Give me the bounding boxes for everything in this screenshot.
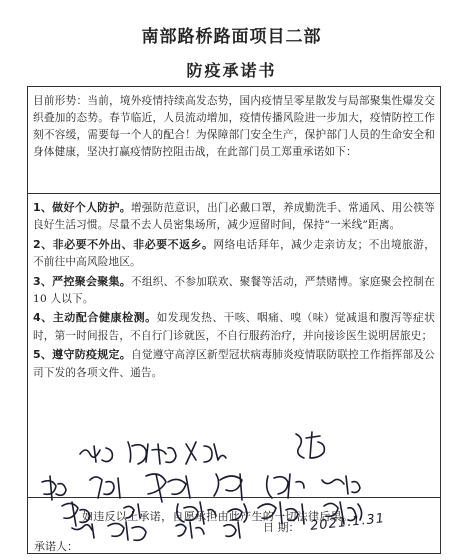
closing-statement: 如违反以上承诺，自愿承担由此产生的一切法律后果。: [82, 510, 354, 523]
pledge-item-body: 网络电话拜年，减少走亲访友；不出境旅游，不前往中高风险地区。: [33, 238, 435, 269]
pledge-item: [33, 273, 435, 309]
pledge-item: [33, 236, 435, 272]
handwritten-signatures: [28, 424, 442, 554]
pledge-item: [33, 346, 435, 382]
pledge-item-head: 2、非必要不外出、非必要不返乡。: [33, 237, 214, 251]
signature-scribbles: [28, 424, 442, 554]
pledge-item-body: 增强防范意识，出门必戴口罩，养成勤洗手、常通风、用公筷等良好生活习惯。尽量不去人员密集场所，减少逗留时间，保持“一米线”距离。: [33, 202, 435, 232]
pledge-items: [33, 199, 435, 383]
pledge-item-body: 不组织、不参加联欢、聚餐等活动，严禁赌博。家庭聚会控制在 10 人以下。: [33, 275, 435, 306]
pledge-item-body: 如发现发热、干咳、咽痛、嗅（味）觉减退和腹泻等症状时，第一时间报告，不自行门诊就医，不自行服药治疗，并向接诊医生说明居旅史；: [33, 312, 435, 342]
pledge-item-head: 1、做好个人防护。: [33, 201, 132, 214]
date-label: 日 期：: [263, 521, 300, 534]
pledge-item: [33, 199, 435, 235]
intro-paragraph: 目前形势：当前，境外疫情持续高发态势，国内疫情呈零星散发与局部聚集性爆发交织叠加的态势。春节临近，人员流动增加，疫情传播风险进一步加大，疫情防控工作刻不容缓，需要每一个人的配合！为保障部门安全生产，保护部门人员的生命安全和身体健康，坚决打赢疫情防控阻击战，在此部门员工郑重承诺如下：: [33, 95, 435, 158]
document-title: 南部路桥路面项目二部: [141, 27, 322, 47]
pledge-item-head: 4、主动配合健康检测。: [33, 311, 157, 325]
divider: [28, 193, 440, 194]
pledge-item-head: 5、遵守防疫规定。: [33, 348, 132, 362]
document-subtitle: 防疫承诺书: [186, 61, 277, 80]
date-value: 2021.1.31: [309, 511, 386, 534]
pledge-item: [33, 309, 435, 345]
pledge-item-body: 自觉遵守高淳区新型冠状病毒肺炎疫情联防联控工作指挥部及公司下发的各项文件、通告。: [33, 349, 435, 379]
signers-label: 承诺人：: [34, 540, 78, 553]
pledge-item-head: 3、严控聚会聚集。: [33, 274, 132, 288]
